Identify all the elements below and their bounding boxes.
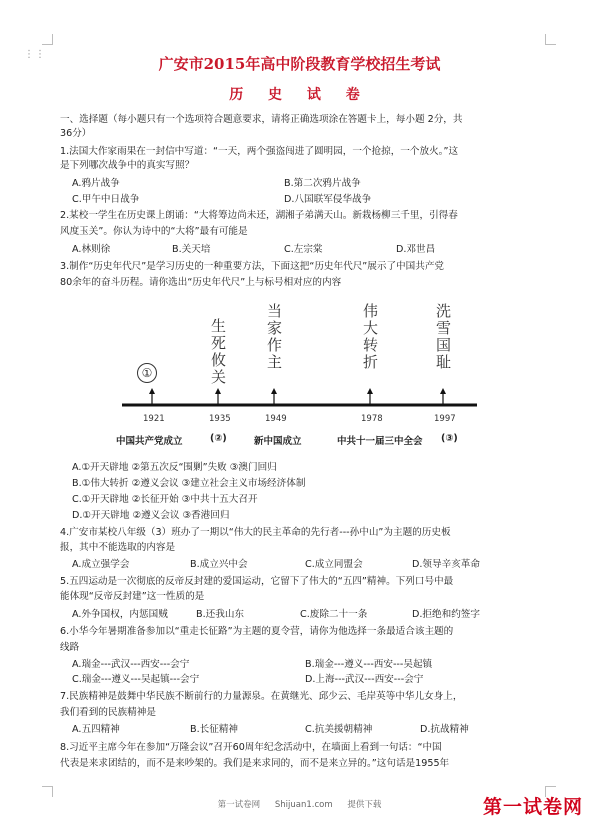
question-4-option-d: D.领导辛亥革命 [412,559,480,570]
question-2-stem: 2.某校一学生在历史课上朗诵：“大将筹边尚未还，湖湘子弟满天山。新栽杨柳三千里，引得春 [60,210,458,221]
question-6-stem: 6.小华今年暑期准备参加以“重走长征路”为主题的夏令营，请你为他选择一条最适合该主题的 [60,626,454,637]
question-2-option-d: D.邓世昌 [396,244,436,255]
section-instruction: 一、选择题（每小题只有一个选项符合题意要求，请将正确选项涂在答题卡上，每小题 2分，共 [60,114,463,125]
question-4-option-b: B.成立兴中会 [190,559,248,570]
exam-subtitle: 历 史 试 卷 [229,87,370,103]
footer-site-url[interactable]: Shijuan1.com [274,800,333,810]
watermark-logo: 第一试卷网 [482,796,583,818]
question-4-option-a: A.成立强学会 [72,559,130,570]
question-3-option-a: A.①开天辟地 ②第五次反“围剿”失败 ③澳门回归 [72,462,277,473]
question-6-option-b: B.瑞金---遵义---西安---吴起镇 [305,659,433,670]
timeline-phrase-2: 当家作主 [266,302,282,371]
crop-mark-top-left [42,34,53,45]
question-1-stem-cont: 是下列哪次战争中的真实写照？ [60,160,195,171]
section-instruction-cont: 36分） [60,128,92,139]
question-2-option-c: C.左宗棠 [284,244,323,255]
question-7-option-b: B.长征精神 [190,724,239,735]
question-8-stem: 8.习近平主席今年在参加“万隆会议”召开60周年纪念活动中，在墙面上看到一句话：“中国 [60,742,442,753]
question-5-option-c: C.废除二十一条 [300,609,368,620]
question-7-stem: 7.民族精神是鼓舞中华民族不断前行的力量源泉。在黄继光、邱少云、毛岸英等中华儿女身上， [60,691,463,702]
timeline-year-1949: 1949 [265,414,287,424]
question-7-stem-cont: 我们看到的民族精神是 [60,707,156,718]
question-3-option-d: D.①开天辟地 ②遵义会议 ③香港回归 [72,510,230,521]
timeline-label-3: 新中国成立 [254,436,302,447]
question-5-stem: 5.五四运动是一次彻底的反帝反封建的爱国运动，它留下了伟大的“五四”精神。下列口号中最 [60,576,454,587]
question-1-option-c: C.甲午中日战争 [72,194,140,205]
timeline-marker-1: ① [137,363,157,383]
question-1-option-b: B.第二次鸦片战争 [284,178,361,189]
timeline-label-4: 中共十一届三中全会 [337,436,423,447]
timeline-year-1978: 1978 [361,414,383,424]
timeline-phrase-3: 伟大转折 [362,302,378,371]
drag-handle-icon[interactable]: ⋮⋮ [24,49,46,60]
footer-site-name: 第一试卷网 [217,800,261,810]
question-8-stem-cont: 代表是来求团结的，而不是来吵架的。我们是来求同的，而不是来立异的。”这句话是1955年 [60,758,450,769]
crop-mark-top-right [545,34,556,45]
question-2-stem-cont: 风度玉关”。你认为诗中的“大将”最有可能是 [60,226,248,237]
question-3-option-b: B.①伟大转折 ②遵义会议 ③建立社会主义市场经济体制 [72,478,306,489]
timeline-year-1921: 1921 [143,414,165,424]
timeline-arrows [149,388,446,404]
timeline-year-1935: 1935 [209,414,231,424]
question-4-stem-cont: 报，其中不能选取的内容是 [60,542,176,553]
question-4-option-c: C.成立同盟会 [305,559,363,570]
question-6-stem-cont: 线路 [60,642,80,653]
question-7-option-d: D.抗战精神 [420,724,469,735]
question-2-option-a: A.林则徐 [72,244,111,255]
question-3-stem: 3.制作“历史年代尺”是学习历史的一种重要方法，下面这把“历史年代尺”展示了中国共产党 [60,261,445,272]
question-7-option-a: A.五四精神 [72,724,120,735]
question-1-option-a: A.鸦片战争 [72,178,120,189]
exam-title: 广安市2015年高中阶段教育学校招生考试 [158,55,441,73]
question-1-option-d: D.八国联军侵华战争 [284,194,372,205]
question-3-option-c: C.①开天辟地 ②长征开始 ③中共十五大召开 [72,494,258,505]
footer-download-note: 提供下载 [347,800,382,810]
timeline-phrase-1: 生死攸关 [210,317,226,386]
question-2-option-b: B.关天培 [172,244,211,255]
question-5-option-d: D.拒绝和约签字 [412,609,480,620]
timeline-label-2: (②) [210,433,227,444]
question-5-stem-cont: 能体现“反帝反封建”这一性质的是 [60,591,205,602]
question-1-stem: 1.法国大作家雨果在一封信中写道：“一天，两个强盗闯进了圆明园，一个抢掠，一个放火。”这 [60,146,459,157]
timeline-label-1: 中国共产党成立 [116,436,183,447]
timeline-phrase-4: 洗雪国耻 [435,302,451,371]
question-5-option-a: A.外争国权，内惩国贼 [72,609,168,620]
timeline-year-1997: 1997 [434,414,456,424]
question-6-option-d: D.上海---武汉---西安---会宁 [305,674,424,685]
question-6-option-c: C.瑞金---遵义---吴起镇---会宁 [72,674,200,685]
question-5-option-b: B.还我山东 [196,609,245,620]
question-7-option-c: C.抗美援朝精神 [305,724,373,735]
timeline-label-5: (③) [441,433,458,444]
question-6-option-a: A.瑞金---武汉---西安---会宁 [72,659,190,670]
question-4-stem: 4.广安市某校八年级（3）班办了一期以“伟大的民主革命的先行者---孙中山”为主题的历史板 [60,527,451,538]
crop-mark-bottom-left [42,786,53,797]
question-3-stem-cont: 80余年的奋斗历程。请你选出“历史年代尺”上与标号相对应的内容 [60,277,342,288]
